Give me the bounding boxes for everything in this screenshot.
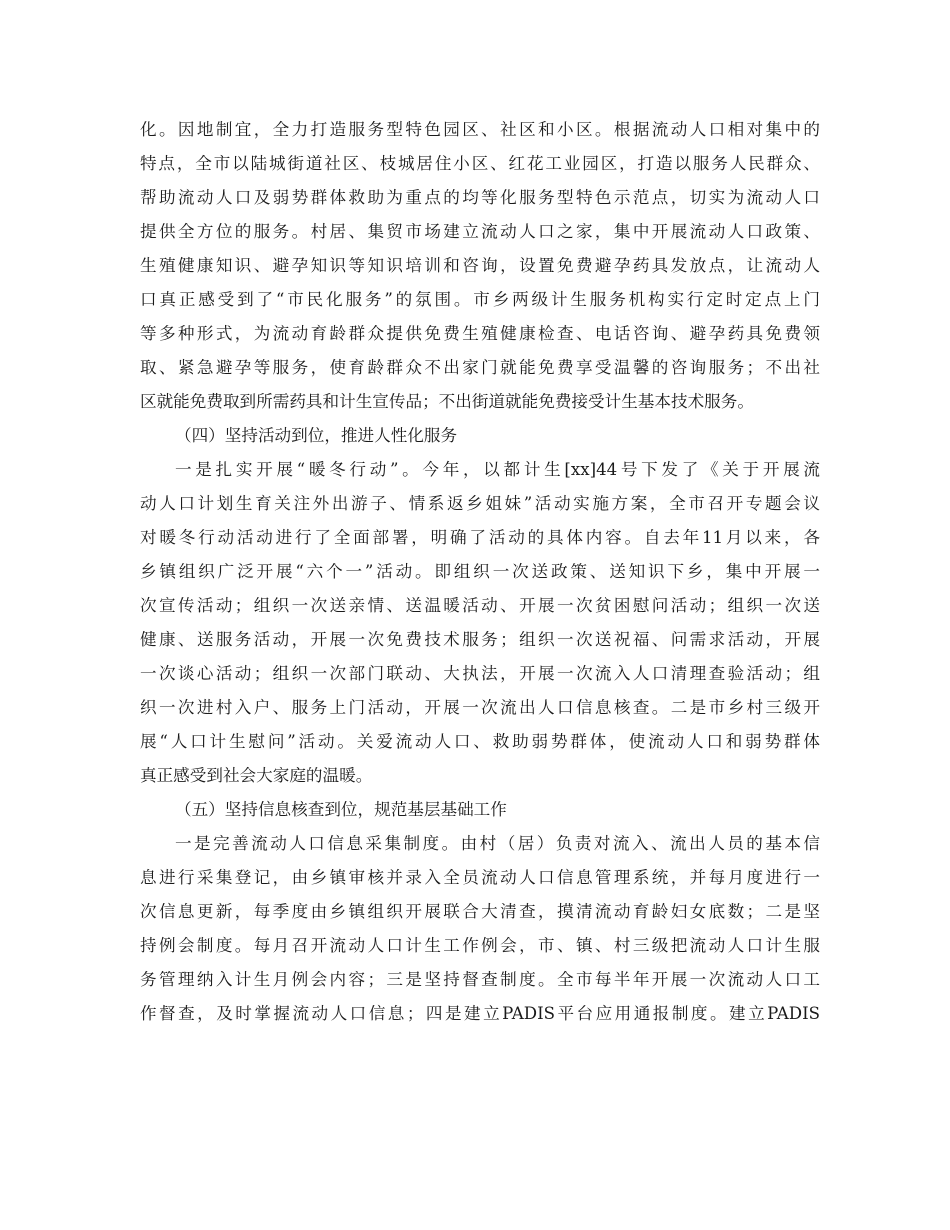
text-line: 化。因地制宜，全力打造服务型特色园区、社区和小区。根据流动人口相对集中的 bbox=[140, 120, 820, 139]
text-line: 取、紧急避孕等服务，使育龄群众不出家门就能免费享受温馨的咨询服务；不出社 bbox=[140, 358, 820, 377]
text-line: 区就能免费取到所需药具和计生宣传品；不出街道就能免费接受计生基本技术服务。 bbox=[140, 392, 754, 411]
text-line: 真正感受到社会大家庭的温暖。 bbox=[140, 766, 373, 785]
text-line: 健康、送服务活动，开展一次免费技术服务；组织一次送祝福、问需求活动，开展 bbox=[140, 630, 820, 649]
text-line: 作督查，及时掌握流动人口信息；四是建立PADIS平台应用通报制度。建立PADIS bbox=[140, 1004, 820, 1023]
section-heading: （五）坚持信息核查到位，规范基层基础工作 bbox=[175, 800, 507, 819]
text-line: 一次谈心活动；组织一次部门联动、大执法，开展一次流入人口清理查验活动；组 bbox=[140, 664, 820, 683]
text-line: 提供全方位的服务。村居、集贸市场建立流动人口之家，集中开展流动人口政策、 bbox=[140, 222, 820, 241]
text-line: 展“人口计生慰问”活动。关爱流动人口、救助弱势群体，使流动人口和弱势群体 bbox=[140, 732, 820, 751]
text-line: 特点，全市以陆城街道社区、枝城居住小区、红花工业园区，打造以服务人民群众、 bbox=[140, 154, 820, 173]
text-line: 次宣传活动；组织一次送亲情、送温暖活动、开展一次贫困慰问活动；组织一次送 bbox=[140, 596, 820, 615]
text-line: 等多种形式，为流动育龄群众提供免费生殖健康检查、电话咨询、避孕药具免费领 bbox=[140, 324, 820, 343]
text-line: 帮助流动人口及弱势群体救助为重点的均等化服务型特色示范点，切实为流动人口 bbox=[140, 188, 820, 207]
text-line: 持例会制度。每月召开流动人口计生工作例会，市、镇、村三级把流动人口计生服 bbox=[140, 936, 820, 955]
text-line: 次信息更新，每季度由乡镇组织开展联合大清查，摸清流动育龄妇女底数；二是坚 bbox=[140, 902, 820, 921]
text-line: 生殖健康知识、避孕知识等知识培训和咨询，设置免费避孕药具发放点，让流动人 bbox=[140, 256, 820, 275]
text-line: 一是完善流动人口信息采集制度。由村（居）负责对流入、流出人员的基本信 bbox=[175, 834, 820, 853]
text-line: 对暖冬行动活动进行了全面部署，明确了活动的具体内容。自去年11月以来，各 bbox=[140, 528, 820, 547]
text-line: 务管理纳入计生月例会内容；三是坚持督查制度。全市每半年开展一次流动人口工 bbox=[140, 970, 820, 989]
text-line: 动人口计划生育关注外出游子、情系返乡姐妹”活动实施方案，全市召开专题会议 bbox=[140, 494, 820, 513]
section-heading: （四）坚持活动到位，推进人性化服务 bbox=[175, 426, 458, 445]
text-line: 口真正感受到了“市民化服务”的氛围。市乡两级计生服务机构实行定时定点上门 bbox=[140, 290, 820, 309]
text-line: 乡镇组织广泛开展“六个一”活动。即组织一次送政策、送知识下乡，集中开展一 bbox=[140, 562, 820, 581]
text-line: 息进行采集登记，由乡镇审核并录入全员流动人口信息管理系统，并每月度进行一 bbox=[140, 868, 820, 887]
text-line: 织一次进村入户、服务上门活动，开展一次流出人口信息核查。二是市乡村三级开 bbox=[140, 698, 820, 717]
text-line: 一是扎实开展“暖冬行动”。今年，以都计生[xx]44号下发了《关于开展流 bbox=[175, 460, 820, 479]
